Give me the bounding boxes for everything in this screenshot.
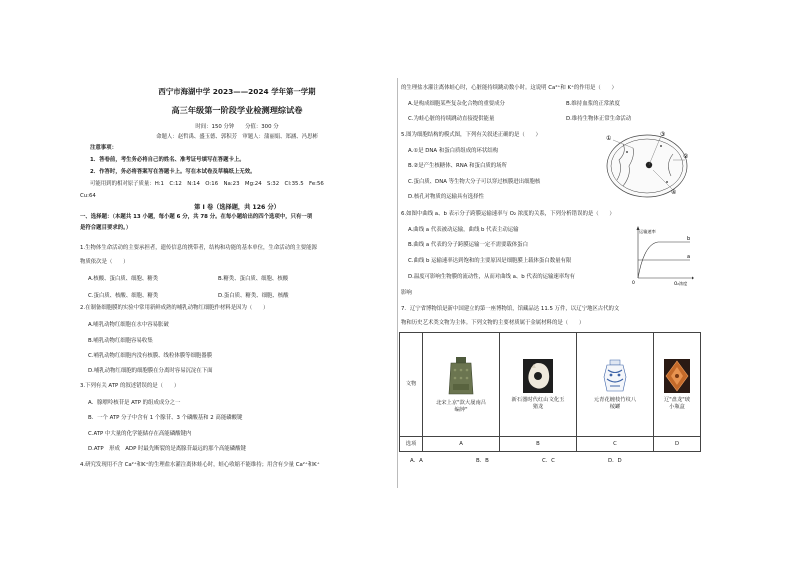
question-stem: 4.研究发现用不含 Ca²⁺和K⁺的生理盐水灌注离体蛙心时，蛙心收缩不能维持；用含有少量 Ca²⁺和K⁺ [80, 462, 320, 468]
question-stem: 2.在制备细胞膜的实验中常用新鲜成熟的哺乳动物红细胞作材料是因为（ ） [80, 305, 269, 311]
option-a: A.核酸、蛋白质、细胞、糖类 [88, 276, 158, 282]
question-stem: 物和历史艺术类文物为主体。下列文物的主要材质属于金属材料的是（ ） [401, 320, 585, 326]
artifact-cell-a [423, 333, 500, 437]
question-stem: 的生理盐水灌注离体蛙心时，心脏能持续跳动数小时。这说明 Ca²⁺和 K⁺的作用是（ ） [401, 85, 617, 91]
curve-a-label: a [687, 254, 691, 260]
artifact-name: 新石器时代红山文化玉 [511, 396, 565, 403]
option-d: D.温度可影响生物膜的流动性，从而对曲线 a、b 代表的运输速率均有 [408, 274, 575, 280]
question-stem: 物质依次是（ ） [80, 259, 129, 265]
atomic-mass: 可能用到的相对原子质量：H:1 C:12 N:14 O:16 Na:23 Mg:24 S:32 Cl:35.5 Fe:56 [90, 181, 324, 187]
option-c: C.曲线 b 运输速率达到饱和的主要原因是细胞膜上载体蛋白数量有限 [408, 258, 572, 264]
section-instructions: 是符合题目要求的。） [80, 225, 132, 231]
note-item: 1．答卷前，考生务必将自己的姓名、准考证号填写在答题卡上。 [90, 157, 245, 163]
cell-label: ③ [660, 131, 666, 138]
option-a: A.①是 DNA 和蛋白质组成的环状结构 [408, 148, 499, 154]
option-label: D [654, 437, 701, 452]
artifact-cell-c [577, 333, 654, 437]
authors: 命题人：赵哲禹、盛玉德、郭积芳 审题人：蒲丽娟、郑涵、冯思彬 [156, 134, 318, 140]
answer-choice-c: C．C [542, 458, 555, 464]
glass-box-image [664, 359, 690, 393]
option-a: A.曲线 a 代表被动运输，曲线 b 代表主动运输 [408, 227, 519, 233]
blue-white-jar-image [602, 359, 628, 393]
artifact-name: 元青花缠枝竹纹八 [593, 396, 637, 403]
exam-title: 高三年级第一阶段学业检测理综试卷 [171, 105, 303, 115]
jade-pig-dragon-image [523, 359, 553, 393]
question-stem: 5.图为细胞结构的模式图，下列有关叙述正确的是（ ） [401, 132, 541, 138]
question-stem: 7．辽宁省博物馆是新中国建立的第一座博物馆，馆藏品达 11.5 万件，以辽宁地区古代的文 [401, 306, 620, 312]
column-divider [397, 78, 398, 488]
artifact-name: 辽"盘龙"玻 [663, 396, 691, 403]
option-label: A [423, 437, 500, 452]
option-a: A.哺乳动物红细胞在水中容易胀破 [88, 322, 169, 328]
option-c: C.ATP 中大量的化学能储存在高能磷酸键内 [88, 431, 192, 437]
option-b: B.糖类、蛋白质、细胞、核酸 [218, 276, 289, 282]
option-d: D.核孔对物质的运输具有选择性 [408, 194, 484, 200]
section-instructions: 一、选择题：（本题共 13 小题，每小题 6 分，共 78 分。在每小题给出的四个选项中，只有一项 [80, 214, 313, 220]
artifact-cell-b [500, 333, 577, 437]
answer-choice-a: A．A [410, 458, 423, 464]
option-d: D.蛋白质、糖类、细胞、核酸 [218, 293, 289, 299]
option-c: C.蛋白质、DNA 等生物大分子可以穿过核膜进出细胞核 [408, 179, 541, 185]
artifact-name-cont: 小瓶盒 [669, 403, 685, 410]
option-d: D.哺乳动物红细胞的细胞膜在分离时容易沉淀在下面 [88, 368, 213, 374]
row-label-artifact: 文物 [400, 333, 423, 437]
option-d: D.ATP 形成 ADP 时最先断裂的是离腺苷最远的那个高能磷酸键 [88, 446, 246, 452]
option-c: C.蛋白质、核酸、细胞、糖类 [88, 293, 159, 299]
notes-heading: 注意事项： [90, 145, 117, 151]
artifact-name-cont: 编钟" [454, 406, 468, 413]
section-title: 第 I 卷（选择题，共 126 分） [194, 204, 280, 211]
note-item: 2．作答时，务必将答案写在答题卡上。写在本试卷及草稿纸上无效。 [90, 169, 256, 175]
option-c: C.为蛙心脏的持续跳动直接提供能量 [408, 116, 495, 122]
answer-choice-b: B．B [476, 458, 489, 464]
option-b: B．一个 ATP 分子中含有 1 个腺苷、3 个磷酸基和 2 高能磷酸键 [88, 415, 243, 421]
option-b: B.②是产生核糖体、RNA 和蛋白质的场所 [408, 163, 507, 169]
artifact-cell-d [654, 333, 701, 437]
option-d-cont: 影响 [401, 290, 412, 296]
artifact-name-cont: 猪龙 [532, 403, 544, 410]
school-title: 西宁市海湖中学 2023——2024 学年第一学期 [158, 87, 316, 96]
curve-b-label: b [687, 236, 691, 242]
bronze-bell-image [446, 356, 476, 396]
atomic-mass-cont: Cu:64 [80, 193, 96, 199]
cell-label: ② [683, 153, 689, 160]
cell-label: ① [606, 135, 612, 142]
artifact-name: 北宋上京"款大晟南吕 [435, 399, 487, 406]
y-axis-label: 运输速率 [639, 229, 656, 234]
option-b: B.哺乳动物红细胞容易收集 [88, 338, 153, 344]
time-score: 时间：150 分钟 分值：300 分 [195, 124, 279, 130]
question-stem: 1.生物体生命活动的主要承担者，遗传信息的携带者，结构和功能的基本单位，生命活动的主要能源 [80, 245, 317, 251]
row-label-option: 选项 [400, 437, 423, 452]
option-a: A.是构成细胞某些复杂化合物的重要成分 [408, 101, 505, 107]
cell-label: ④ [671, 189, 677, 196]
option-c: C.哺乳动物红细胞内没有核膜、线粒体膜等细胞器膜 [88, 353, 213, 359]
x-axis-label: O₂浓度 [674, 281, 688, 286]
artifact-table [399, 332, 701, 452]
option-d: D.维持生物体正常生命活动 [566, 116, 632, 122]
cell-structure-diagram [603, 130, 691, 200]
origin-label: 0 [632, 281, 635, 286]
option-b: B.维持血浆的正常浓度 [566, 101, 620, 107]
question-stem: 6.如图中曲线 a、b 表示分子跨膜运输速率与 O₂ 浓度的关系，下列分析错误的是（ ） [401, 211, 615, 217]
option-label: B [500, 437, 577, 452]
option-a: A．腺嘌呤核苷是 ATP 的组成成分之一 [88, 400, 181, 406]
option-b: B.曲线 a 代表的分子跨膜运输一定不需要载体蛋白 [408, 242, 528, 248]
question-stem: 3.下列有关 ATP 的叙述错误的是（ ） [80, 383, 180, 389]
option-label: C [577, 437, 654, 452]
artifact-name-cont: 棱罐 [609, 403, 621, 410]
answer-choice-d: D．D [608, 458, 622, 464]
transport-rate-graph [628, 224, 694, 286]
